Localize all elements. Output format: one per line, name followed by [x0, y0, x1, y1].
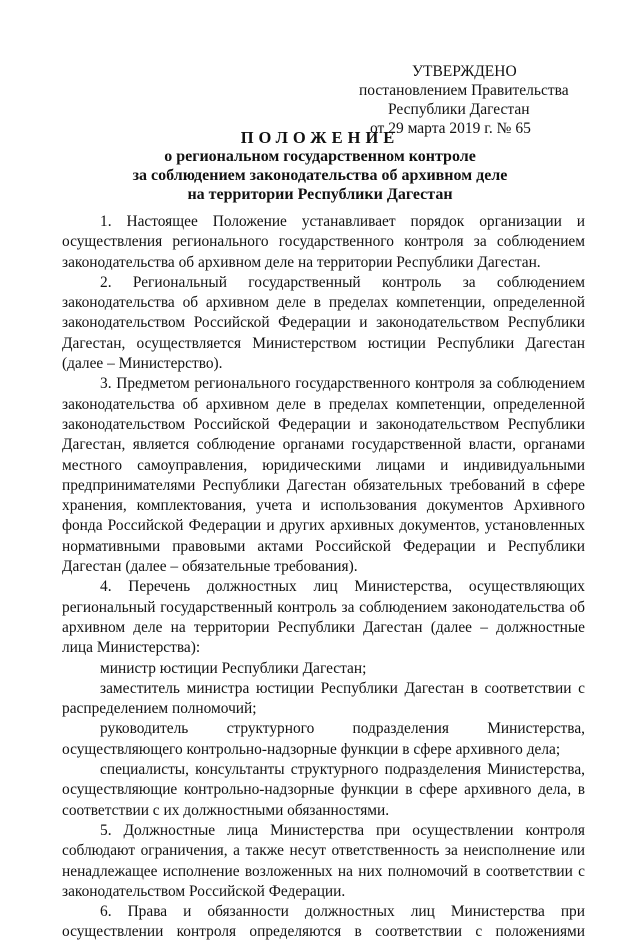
approval-decree: постановлением Правительства: [359, 82, 569, 99]
approval-republic: Республики Дагестан: [388, 101, 530, 118]
title-heading: ПОЛОЖЕНИЕ: [240, 128, 400, 147]
paragraph-2: 2. Региональный государственный контроль за соблюдением законодательства об архивном деле в пределах компетенции, определенной законодательством Российской Федерации и законодательством Республики Дагестан, осуществляется Министерством юстиции Республики Дагестан (далее – Министерство).: [62, 273, 585, 373]
paragraph-6: 6. Права и обязанности должностных лиц Министерства при осуществлении контроля определяются в соответствии с положениями: [62, 903, 585, 941]
official-list-item-specialists: специалисты, консультанты структурного подразделения Министерства, осуществляющие контрольно-надзорные функции в сфере архивного дела, в соответствии с их должностными обязанностями.: [62, 761, 585, 819]
document-title: [0, 128, 640, 204]
official-list-item-deputy: заместитель министра юстиции Республики Дагестан в соответствии с распределением полномочий;: [62, 679, 585, 718]
paragraph-5: 5. Должностные лица Министерства при осуществлении контроля соблюдают ограничения, а также несут ответственность за неисполнение или ненадлежащее исполнение возложенных на них полномочий в соответствии с законодательством Российской Федерации.: [62, 821, 585, 900]
paragraph-3: 3. Предметом регионального государственного контроля за соблюдением законодательства об архивном деле в пределах компетенции, определенной законодательством Российской Федерации и законодательством Республики Дагестан, является соблюдение органами государственной власти, органами местного самоуправления, юридическими лицами и индивидуальными предпринимателями Республики Дагестан обязательных требований в сфере хранения, комплектования, учета и использования документов Архивного фонда Российской Федерации и других архивных документов, установленных нормативными правовыми актами Российской Федерации и Республики Дагестан (далее – обязательные требования).: [62, 375, 585, 576]
official-list-item-head: руководитель структурного подразделения Министерства, осуществляющего контрольно-надзорные функции в сфере архивного дела;: [62, 720, 585, 758]
approval-heading: УТВЕРЖДЕНО: [412, 63, 517, 80]
approval-date-number: от 29 марта 2019 г. № 65: [370, 120, 531, 137]
document-body: [62, 212, 585, 943]
title-line-3: на территории Республики Дагестан: [187, 186, 453, 203]
title-line-2: за соблюдением законодательства об архивном деле: [132, 167, 508, 184]
title-line-1: о региональном государственном контроле: [164, 148, 476, 165]
paragraph-4: 4. Перечень должностных лиц Министерства, осуществляющих региональный государственный контроль за соблюдением законодательства об архивном деле на территории Республики Дагестан (далее – должностные лица Министерства):: [62, 578, 585, 657]
paragraph-1: 1. Настоящее Положение устанавливает порядок организации и осуществления регионального государственного контроля за соблюдением законодательства об архивном деле на территории Республики Дагестан.: [62, 213, 585, 271]
official-list-item-minister: министр юстиции Республики Дагестан;: [100, 659, 367, 677]
